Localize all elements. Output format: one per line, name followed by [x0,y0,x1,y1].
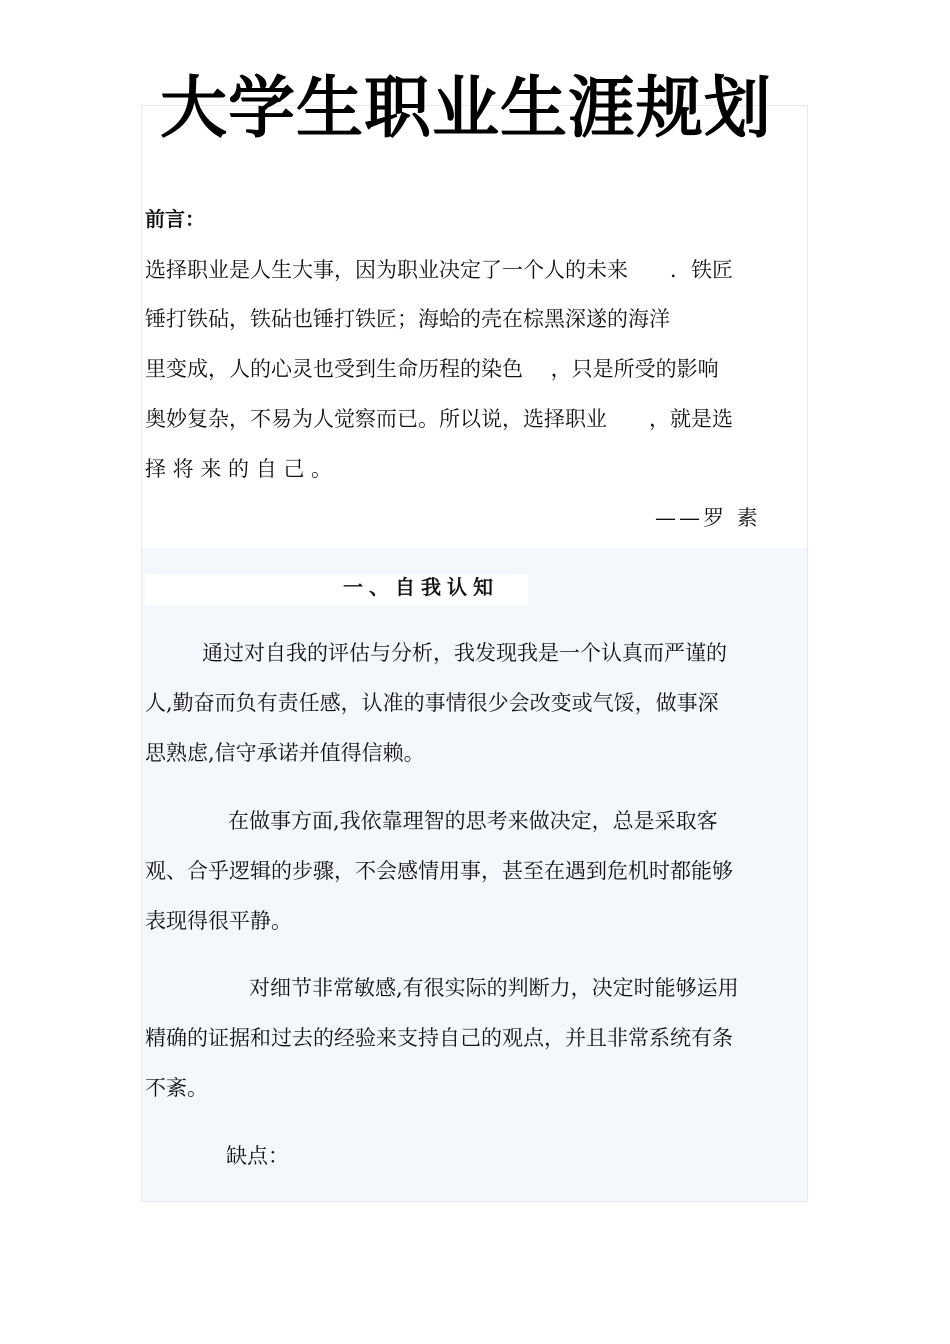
weaknesses-label: 缺点： [226,1144,289,1168]
paragraph-2-line-1: 在做事方面,我依靠理智的思考来做决定，总是采取客 [228,809,718,833]
preface-line-2: 锤打铁砧，铁砧也锤打铁匠；海蛤的壳在棕黑深遂的海洋 [145,307,670,331]
paragraph-2-line-2: 观、合乎逻辑的步骤，不会感情用事，甚至在遇到危机时都能够 [145,859,733,883]
preface-line-3: 里变成，人的心灵也受到生命历程的染色 ，只是所受的影响 [145,357,719,381]
document-title: 大学生职业生涯规划 [160,69,772,147]
preface-line-5: 择 将 来 的 自 己 。 [145,457,333,481]
preface-heading: 前言： [145,207,205,231]
paragraph-1-line-2: 人,勤奋而负有责任感，认准的事情很少会改变或气馁，做事深 [145,691,719,715]
preface-line-1: 选择职业是人生大事，因为职业决定了一个人的未来 ．铁匠 [145,258,733,282]
paragraph-3-line-1: 对细节非常敏感,有很实际的判断力，决定时能够运用 [249,976,739,1000]
paragraph-1-line-1: 通过对自我的评估与分析，我发现我是一个认真而严谨的 [202,641,727,665]
preface-line-4: 奥妙复杂，不易为人觉察而已。所以说，选择职业 ，就是选 [145,407,733,431]
section-heading-self-awareness: 一、自我认知 [343,575,499,599]
paragraph-3-line-2: 精确的证据和过去的经验来支持自己的观点，并且非常系统有条 [145,1026,733,1050]
paragraph-1-line-3: 思熟虑,信守承诺并值得信赖。 [145,741,425,765]
quote-author: ——罗 素 [655,506,761,530]
paragraph-2-line-3: 表现得很平静。 [145,909,292,933]
paragraph-3-line-3: 不紊。 [145,1076,208,1100]
